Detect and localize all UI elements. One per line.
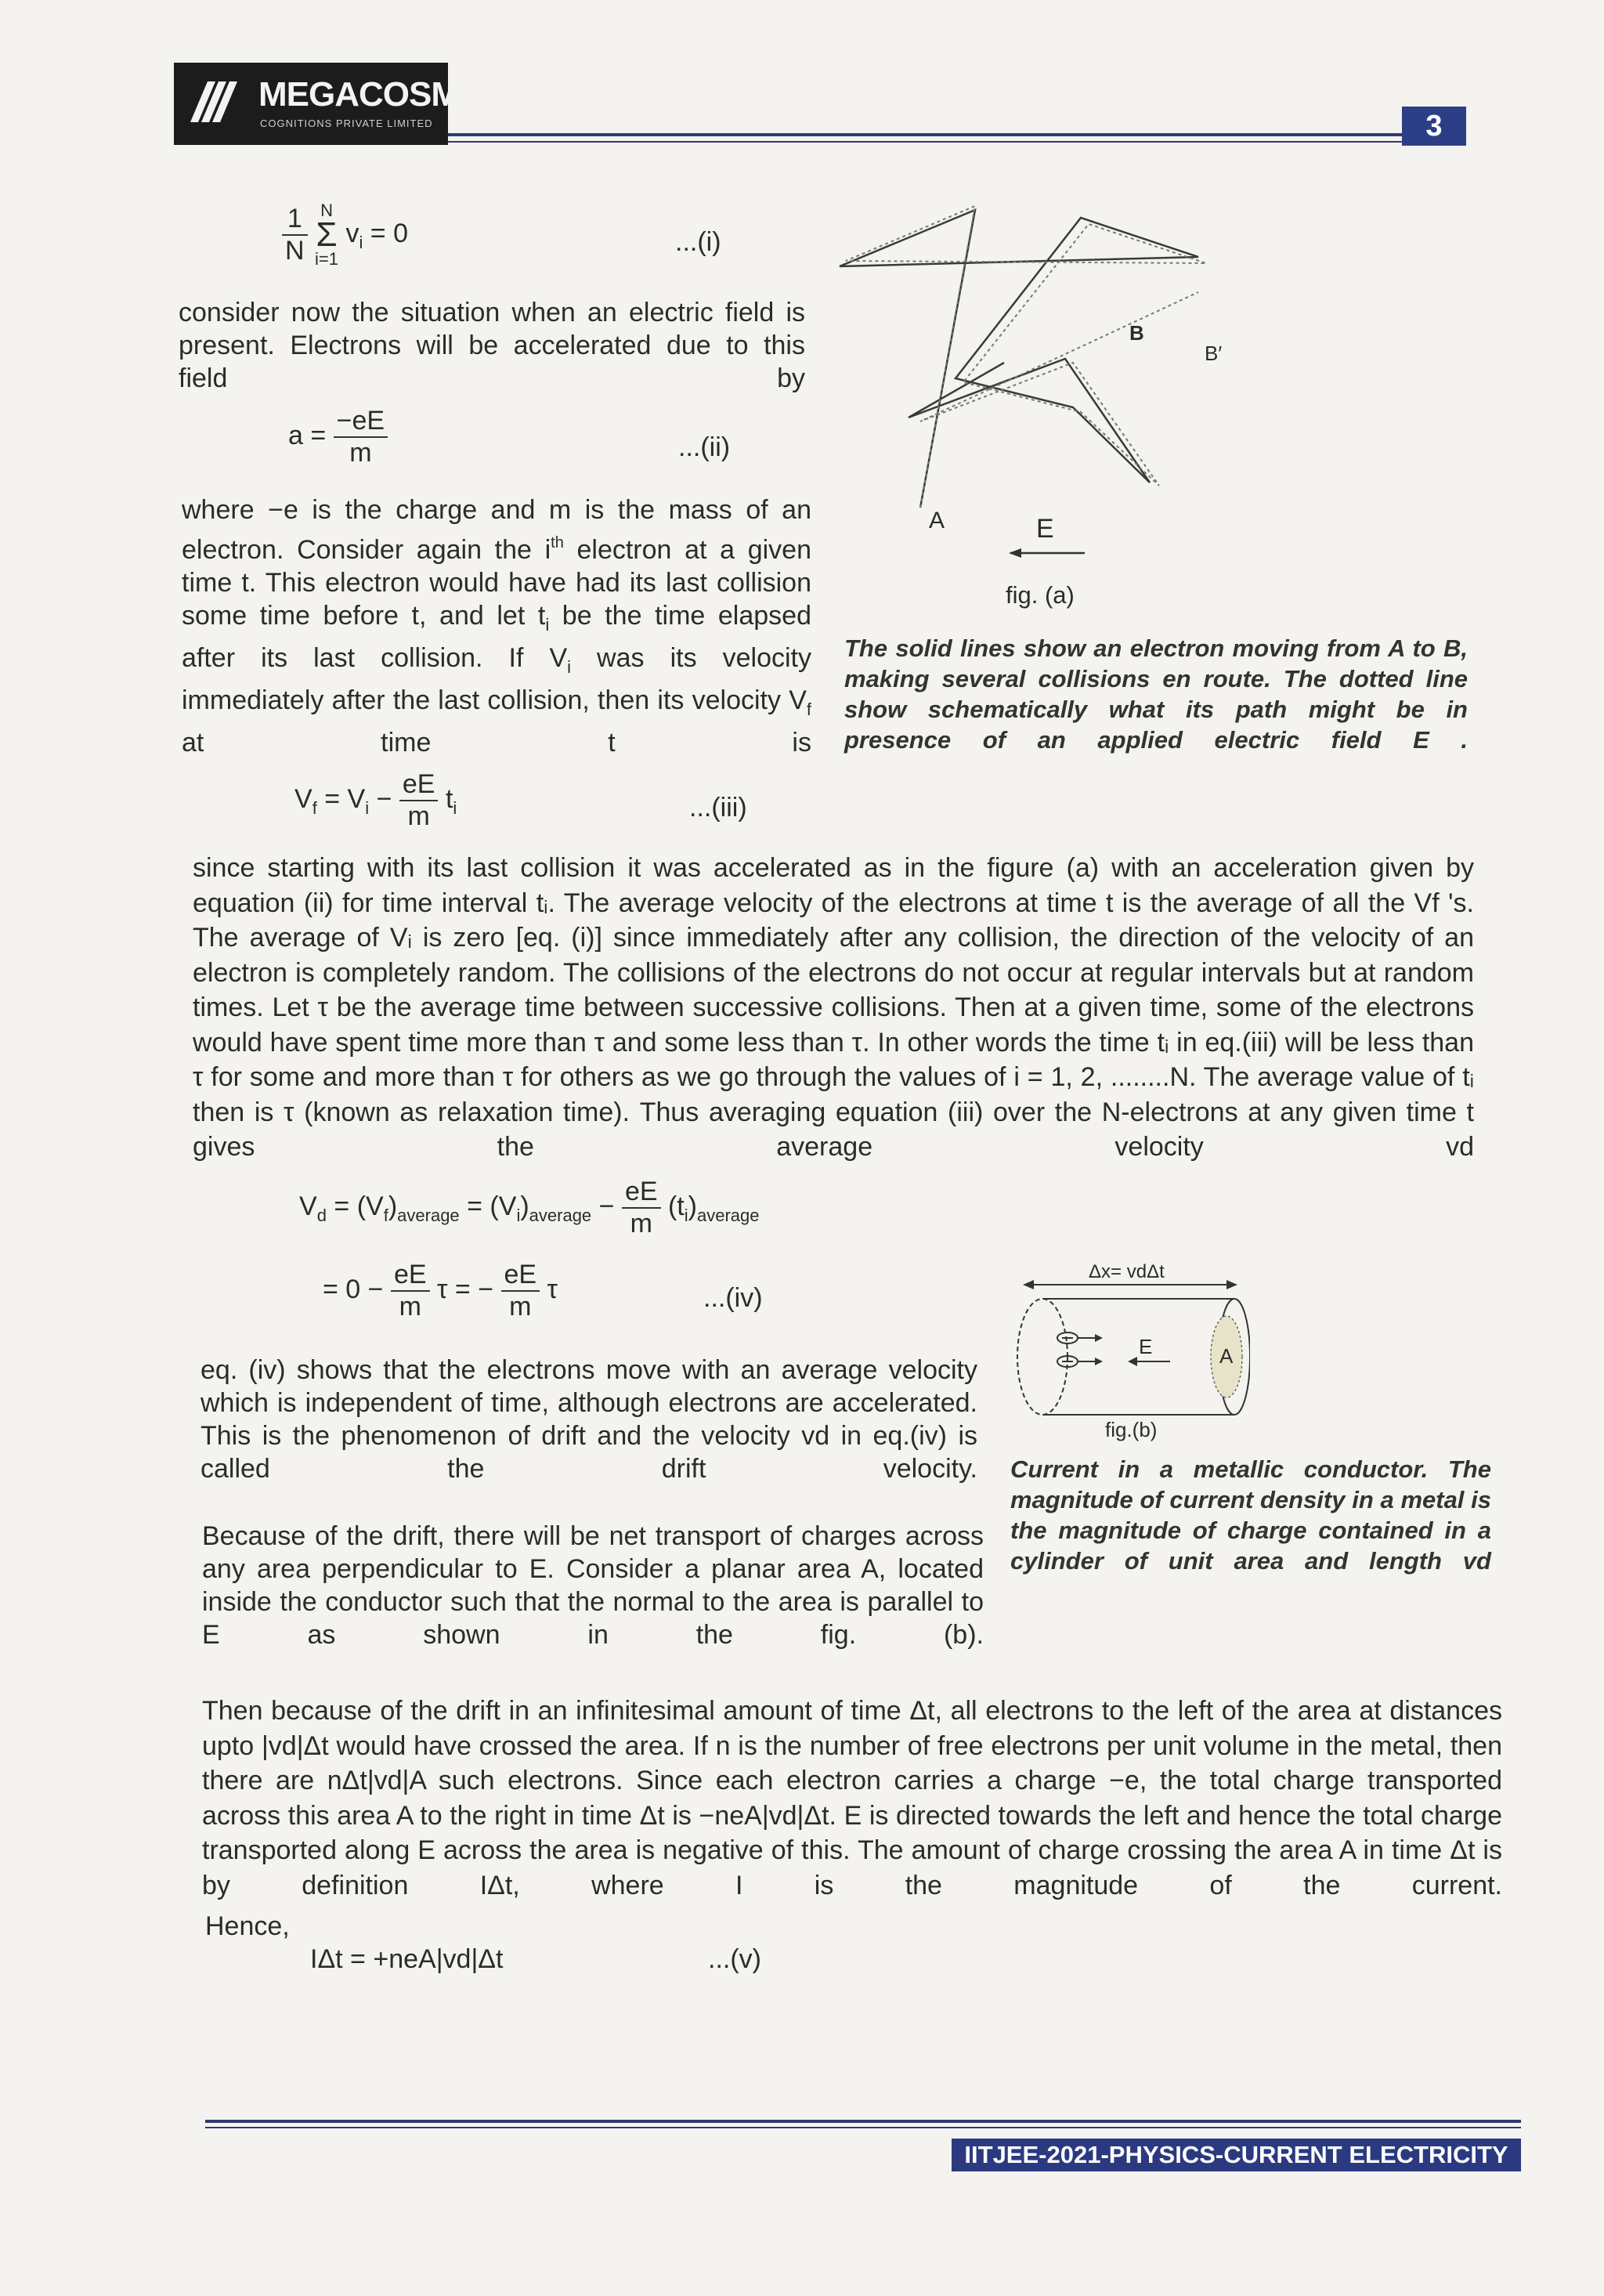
header-rule	[448, 133, 1402, 136]
field-arrowhead-icon	[1009, 548, 1021, 558]
equation-4a: $V_d = (V_f)_{average} = (V_i)_{average}$ − $\frac{eE}{m}$ $(t_i)_{average}$	[299, 1177, 760, 1238]
paragraph-6: Then because of the drift in an infinitesimal amount of time Δt, all electrons to the left of the area at distances upto |vd|Δt would have crossed the area. If n is the number of free electrons per unit volume in the metal, then there are nΔt|vd|A such electrons. Since each electron carries a charge −e, the total charge transported across this area A to the right in time Δt is −neA|vd|Δt. E is directed towards the left and hence the total charge transported along E across the area is negative of this. The amount of charge crossing the area A in time Δt is by definition IΔt, where I is the magnitude of the current.	[202, 1696, 1502, 1900]
equation-5: IΔt = +neA|vd|Δt	[310, 1944, 504, 1974]
equation-4b: = 0 − $\frac{eE}{m}$ τ = − $\frac{eE}{m}$ τ	[323, 1260, 558, 1322]
equation-3-tag: ...(iii)	[689, 793, 747, 823]
hence-label: Hence,	[205, 1911, 290, 1941]
paragraph-5: Because of the drift, there will be net transport of charges across any area perpendicular to E. Consider a planar area A, located inside the conductor such that the normal to the area is parallel to E as shown in the fig. (b).	[202, 1521, 984, 1650]
footer-rule	[205, 2120, 1521, 2123]
equation-1-tag: ...(i)	[675, 227, 721, 257]
equation-2-tag: ...(ii)	[678, 432, 731, 462]
paragraph-2: where −e is the charge and m is the mass of an electron. Consider again the $i^{th}$ electron at a given time t. This electron would have had its last collision some time before t, and let $t_i$ be the time elapsed after its last collision. If $V_i$ was its velocity immediately after the last collision, then its velocity $V_f$ at time t is	[182, 495, 811, 757]
equation-3: $V_f = V_i$ − $\frac{eE}{m}$ $t_i$	[294, 769, 457, 831]
equation-2: a = $\frac{-eE}{m}$	[288, 406, 388, 468]
paragraph-3: since starting with its last collision it was accelerated as in the figure (a) with an acceleration given by equation (ii) for time interval tᵢ. The average velocity of the electrons at time t is the average of all the Vf 's. The average of Vᵢ is zero [eq. (i)] since immediately after any collision, the direction of the velocity of an electron is completely random. The collisions of the electrons do not occur at regular intervals but at random times. Let τ be the average time between successive collisions. Then at a given time, some of the electrons would have spent time more than τ and some less than τ. In other words the time tᵢ in eq.(iii) will be less than τ for some and more than τ for others as we go through the values of i = 1, 2, ........N. The average value of tᵢ then is τ (known as relaxation time). Thus averaging equation (iii) over the N-electrons at any given time t gives the average velocity vd	[193, 853, 1474, 1162]
fig-b-label-a: A	[1219, 1344, 1234, 1368]
book-logo-icon	[184, 75, 247, 130]
equation-5-tag: ...(v)	[708, 1944, 761, 1974]
paragraph-1: consider now the situation when an electric field is present. Electrons will be accelerated due to this field by	[179, 298, 805, 393]
figure-a-electron-path	[830, 194, 1237, 562]
fig-b-caption-label: fig.(b)	[1105, 1418, 1158, 1441]
page-number: 3	[1402, 107, 1466, 146]
brand-name: MEGACOSM	[258, 75, 459, 114]
fig-a-label-a: A	[929, 508, 945, 533]
fig-a-label-e: E	[1036, 514, 1054, 544]
paragraph-4: eq. (iv) shows that the electrons move with an average velocity which is independent of time, although electrons are accelerated. This is the phenomenon of drift and the velocity vd in eq.(iv) is called the drift velocity.	[200, 1355, 977, 1484]
fig-a-label-b: B	[1129, 321, 1144, 345]
figure-b-conductor	[1007, 1266, 1250, 1423]
footer-course-label: IITJEE-2021-PHYSICS-CURRENT ELECTRICITY	[952, 2139, 1521, 2171]
fig-a-caption: The solid lines show an electron moving from A to B, making several collisions en route. The dotted line show schematically what its path might be in presence of an applied electric field E .	[844, 635, 1468, 754]
fig-b-dx-label: Δx= vdΔt	[1089, 1261, 1165, 1282]
brand-subtitle: COGNITIONS PRIVATE LIMITED	[260, 118, 433, 129]
equation-1: $\frac{1}{N}$ N Σ i=1 $v_i = 0$	[282, 202, 408, 268]
fig-b-caption: Current in a metallic conductor. The magnitude of current density in a metal is the magnitude of charge contained in a cylinder of unit area and length vd	[1010, 1455, 1491, 1575]
fig-a-label-b-prime: B′	[1205, 342, 1223, 365]
fig-a-caption-label: fig. (a)	[1006, 581, 1075, 609]
equation-4-tag: ...(iv)	[703, 1283, 763, 1313]
header-rule-thin	[448, 141, 1402, 143]
fig-b-label-e: E	[1139, 1335, 1153, 1358]
footer-rule-thin	[205, 2127, 1521, 2128]
